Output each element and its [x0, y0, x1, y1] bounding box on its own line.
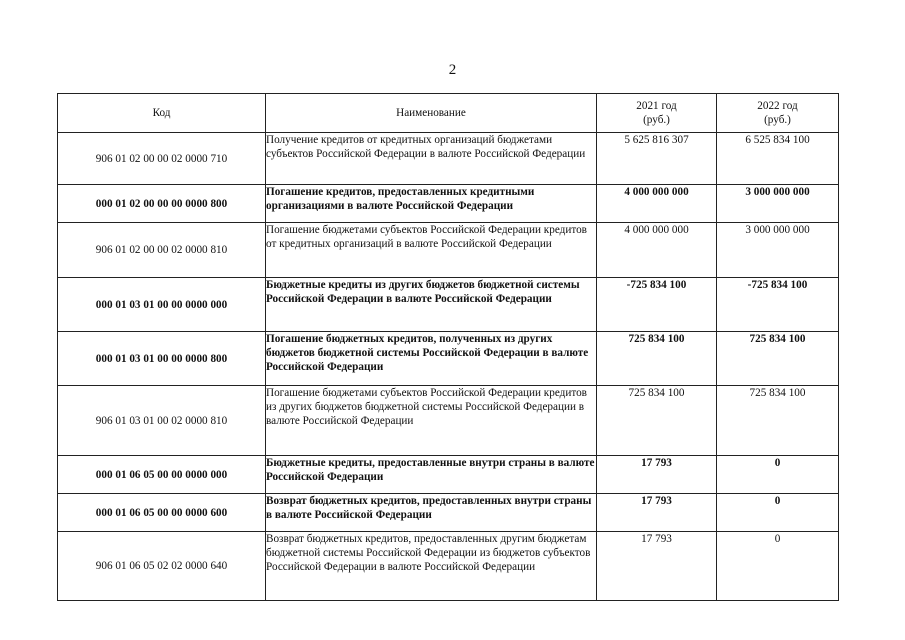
- table-row: [58, 532, 839, 601]
- table-header-row: [58, 94, 839, 133]
- row-value-2022: -725 834 100: [717, 278, 839, 332]
- row-value-2021: 17 793: [597, 456, 717, 494]
- row-name: Возврат бюджетных кредитов, предоставленных внутри страны в валюте Российской Федерации: [266, 494, 597, 532]
- budget-table: [57, 93, 839, 601]
- row-value-2022: 0: [717, 494, 839, 532]
- page-number: 2: [448, 62, 457, 78]
- row-name: Возврат бюджетных кредитов, предоставленных другим бюджетам бюджетной системы Российской Федерации из бюджетов субъектов Российской Федерации в валюте Российской Федерации: [266, 532, 597, 601]
- row-code: 906 01 02 00 00 02 0000 810: [58, 223, 266, 278]
- header-2022: 2022 год (руб.): [717, 94, 839, 133]
- row-value-2021: 17 793: [597, 532, 717, 601]
- table-row: [58, 185, 839, 223]
- row-name: Погашение кредитов, предоставленных кредитными организациями в валюте Российской Федерации: [266, 185, 597, 223]
- row-value-2022: 725 834 100: [717, 386, 839, 456]
- row-value-2021: 4 000 000 000: [597, 223, 717, 278]
- row-name: Погашение бюджетами субъектов Российской Федерации кредитов из других бюджетов бюджетной системы Российской Федерации в валюте Российской Федерации: [266, 386, 597, 456]
- row-name: Бюджетные кредиты, предоставленные внутри страны в валюте Российской Федерации: [266, 456, 597, 494]
- table-row: [58, 223, 839, 278]
- row-code: 906 01 02 00 00 02 0000 710: [58, 133, 266, 185]
- row-name: Бюджетные кредиты из других бюджетов бюджетной системы Российской Федерации в валюте Российской Федерации: [266, 278, 597, 332]
- row-value-2022: 3 000 000 000: [717, 185, 839, 223]
- row-value-2022: 0: [717, 456, 839, 494]
- header-2021: 2021 год (руб.): [597, 94, 717, 133]
- table-row: [58, 332, 839, 386]
- row-code: 906 01 06 05 02 02 0000 640: [58, 532, 266, 601]
- row-value-2021: 725 834 100: [597, 332, 717, 386]
- table-row: [58, 456, 839, 494]
- row-value-2021: 17 793: [597, 494, 717, 532]
- row-value-2021: 5 625 816 307: [597, 133, 717, 185]
- row-code: 000 01 03 01 00 00 0000 000: [58, 278, 266, 332]
- header-name: Наименование: [266, 94, 597, 133]
- table-row: [58, 494, 839, 532]
- row-value-2022: 0: [717, 532, 839, 601]
- row-code: 000 01 06 05 00 00 0000 000: [58, 456, 266, 494]
- table-row: [58, 278, 839, 332]
- table-row: [58, 386, 839, 456]
- header-code: Код: [58, 94, 266, 133]
- row-value-2022: 725 834 100: [717, 332, 839, 386]
- row-name: Погашение бюджетами субъектов Российской Федерации кредитов от кредитных организаций в валюте Российской Федерации: [266, 223, 597, 278]
- row-value-2021: 4 000 000 000: [597, 185, 717, 223]
- row-value-2022: 3 000 000 000: [717, 223, 839, 278]
- row-value-2022: 6 525 834 100: [717, 133, 839, 185]
- row-code: 000 01 02 00 00 00 0000 800: [58, 185, 266, 223]
- row-name: Получение кредитов от кредитных организаций бюджетами субъектов Российской Федерации в валюте Российской Федерации: [266, 133, 597, 185]
- row-value-2021: 725 834 100: [597, 386, 717, 456]
- row-code: 000 01 06 05 00 00 0000 600: [58, 494, 266, 532]
- table-row: [58, 133, 839, 185]
- row-name: Погашение бюджетных кредитов, полученных из других бюджетов бюджетной системы Российской Федерации в валюте Российской Федерации: [266, 332, 597, 386]
- row-code: 000 01 03 01 00 00 0000 800: [58, 332, 266, 386]
- row-code: 906 01 03 01 00 02 0000 810: [58, 386, 266, 456]
- row-value-2021: -725 834 100: [597, 278, 717, 332]
